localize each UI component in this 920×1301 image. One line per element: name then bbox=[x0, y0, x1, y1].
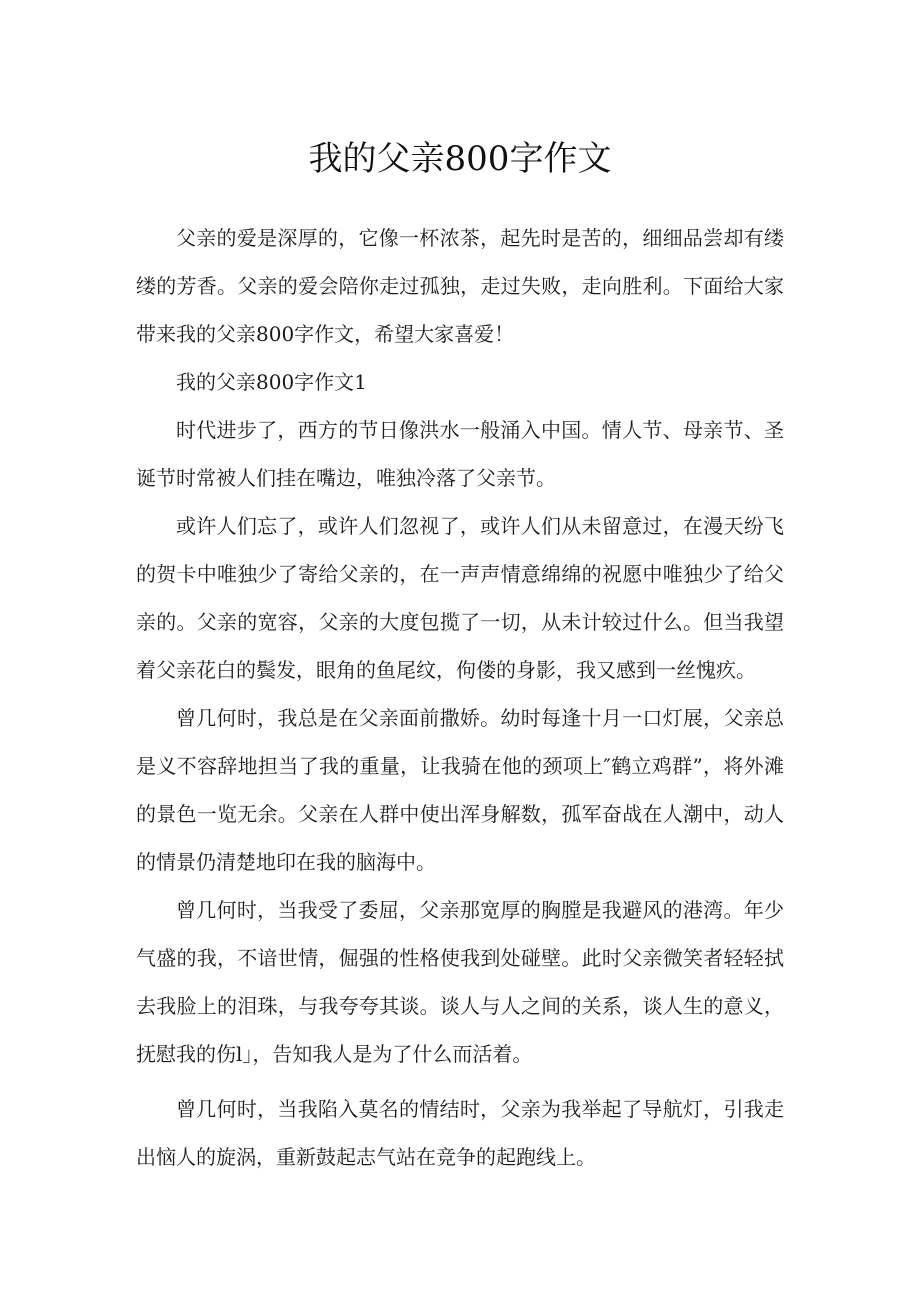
document-title: 我的父亲800字作文 bbox=[308, 139, 612, 179]
section-heading: 我的父亲800字作文1 bbox=[176, 370, 367, 394]
intro-paragraph: 父亲的爱是深厚的，它像一杯浓茶，起先时是苦的，细细品尝却有缕缕的芳香。父亲的爱会陪你走过孤独，走过失败，走向胜利。下面给大家带来我的父亲800字作文，希望大家喜爱！ bbox=[136, 226, 784, 346]
paragraph: 曾几何时，我总是在父亲面前撒娇。幼时每逢十月一口灯展，父亲总是义不容辞地担当了我的重量，让我骑在他的颈项上″鹤立鸡群”，将外滩的景色一览无余。父亲在人群中使出浑身解数，孤军奋战在人潮中，动人的情景仍清楚地印在我的脑海中。 bbox=[136, 706, 784, 874]
paragraph: 或许人们忘了，或许人们忽视了，或许人们从未留意过，在漫天纷飞的贺卡中唯独少了寄给父亲的，在一声声情意绵绵的祝愿中唯独少了给父亲的。父亲的宽容，父亲的大度包揽了一切，从未计较过什么。但当我望着父亲花白的鬓发，眼角的鱼尾纹，佝偻的身影，我又感到一丝愧疚。 bbox=[136, 514, 784, 682]
paragraph: 曾几何时，当我受了委屈，父亲那宽厚的胸膛是我避风的港湾。年少气盛的我，不谙世情，倔强的性格使我到处碰壁。此时父亲微笑者轻轻拭去我脸上的泪珠，与我夸夸其谈。谈人与人之间的关系，谈人生的意义，抚慰我的伤l」，告知我人是为了什么而活着。 bbox=[136, 898, 784, 1066]
paragraph: 曾几何时，当我陷入莫名的情结时，父亲为我举起了导航灯，引我走出恼人的旋涡，重新鼓起志气站在竞争的起跑线上。 bbox=[136, 1097, 784, 1169]
paragraph: 时代进步了，西方的节日像洪水一般涌入中国。情人节、母亲节、圣诞节时常被人们挂在嘴边，唯独冷落了父亲节。 bbox=[136, 418, 784, 490]
